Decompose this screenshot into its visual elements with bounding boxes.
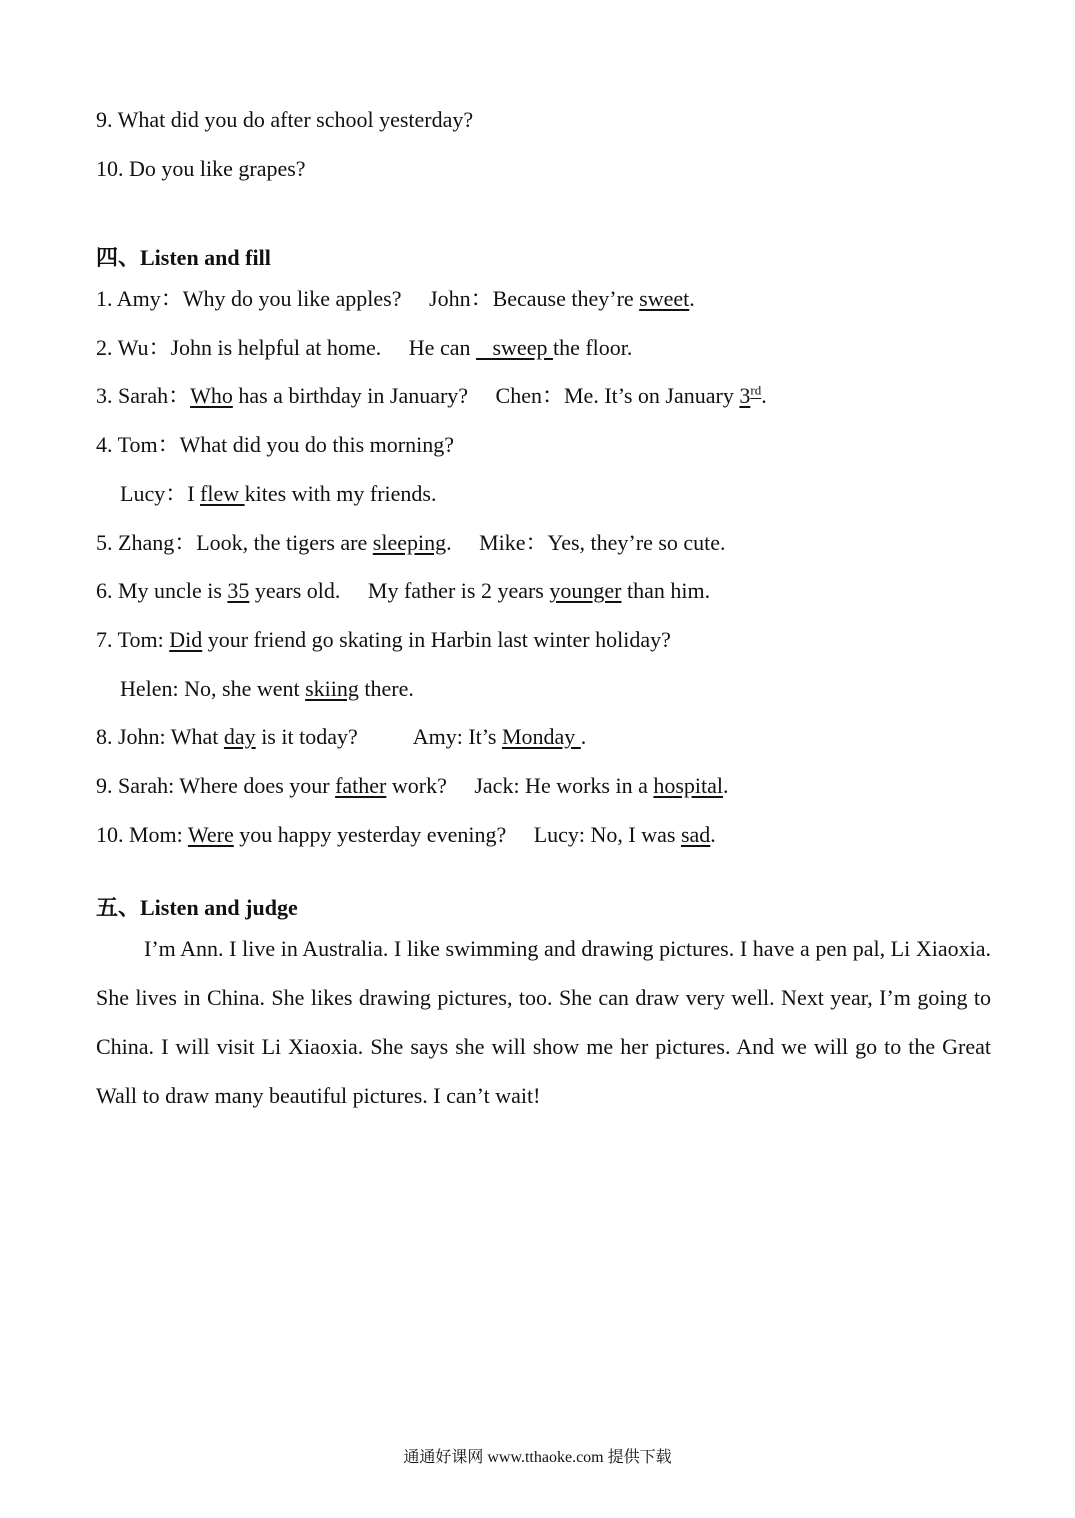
- item-text: 6. My uncle is: [96, 578, 228, 603]
- item-text: . Mike：Yes, they’re so cute.: [446, 530, 726, 555]
- answer-blank: younger: [549, 578, 622, 603]
- answer-blank: father: [335, 773, 387, 798]
- fill-item-7-answer: [120, 676, 414, 702]
- item-text: 2. Wu：John is helpful at home. He can: [96, 335, 476, 360]
- item-text: has a birthday in January? Chen：Me. It’s on January: [232, 383, 740, 408]
- item-text: .: [689, 286, 695, 311]
- item-text: 8. John: What: [96, 724, 224, 749]
- answer-blank: sad: [680, 822, 711, 847]
- answer-blank: skiing: [305, 676, 359, 701]
- item-text: years old. My father is 2 years: [249, 578, 550, 603]
- item-text: 5. Zhang：Look, the tigers are: [96, 530, 373, 555]
- fill-item-9: [96, 773, 729, 799]
- fill-item-5: [96, 530, 726, 556]
- item-text: your friend go skating in Harbin last winter holiday?: [202, 627, 671, 652]
- item-text: the floor.: [552, 335, 633, 360]
- section-4-heading: 四、Listen and fill: [96, 245, 271, 270]
- item-text: 10. Mom:: [96, 822, 188, 847]
- item-text: .: [761, 383, 767, 408]
- question-10: 10. Do you like grapes?: [96, 156, 306, 181]
- question-9: 9. What did you do after school yesterday?: [96, 107, 474, 132]
- answer-blank: sleeping: [372, 530, 447, 555]
- item-text: .: [580, 724, 587, 749]
- item-text: .: [723, 773, 729, 798]
- answer-blank: 35: [227, 578, 250, 603]
- fill-item-4-answer: [120, 481, 437, 507]
- answer-blank: Did: [169, 627, 203, 652]
- item-text: than him.: [621, 578, 711, 603]
- answer-blank: sweet: [639, 286, 690, 311]
- answer-blank: flew: [200, 481, 245, 506]
- answer-blank: sweep: [475, 335, 553, 360]
- item-text: you happy yesterday evening? Lucy: No, I was: [233, 822, 681, 847]
- answer-blank: Who: [190, 383, 233, 408]
- section-5-heading: 五、Listen and judge: [96, 895, 298, 920]
- fill-item-4: [96, 432, 454, 458]
- answer-blank: day: [223, 724, 256, 749]
- item-text: kites with my friends.: [244, 481, 437, 506]
- fill-item-8: [96, 724, 586, 750]
- item-text: is it today? Amy: It’s: [255, 724, 502, 749]
- item-text: 9. Sarah: Where does your: [96, 773, 336, 798]
- answer-blank: 3: [739, 383, 751, 408]
- fill-item-7: [96, 627, 671, 653]
- item-text: Lucy：I: [120, 481, 201, 506]
- footer-source: 通通好课网 www.tthaoke.com 提供下载: [403, 1449, 672, 1466]
- ordinal-suffix: rd: [750, 382, 762, 398]
- answer-blank: hospital: [653, 773, 724, 798]
- fill-item-3: [96, 383, 767, 409]
- fill-item-1: [96, 286, 695, 312]
- fill-item-2: [96, 335, 632, 361]
- item-text: 7. Tom:: [96, 627, 170, 652]
- item-text: .: [710, 822, 716, 847]
- item-text: work? Jack: He works in a: [386, 773, 654, 798]
- item-text: there.: [358, 676, 414, 701]
- item-text: 3. Sarah：: [96, 383, 191, 408]
- fill-item-6: [96, 578, 710, 604]
- listening-passage: I’m Ann. I live in Australia. I like swimming and drawing pictures. I have a pen pal, Li Xiaoxia. She lives in China. She likes drawing pictures, too. She can draw very well. Next year, I’m going to China. I will visit Li Xiaoxia. She says she will show me her pictures. And we will go to the Great Wall to draw many beautiful pictures. I can’t wait!: [96, 936, 991, 1108]
- item-text: 1. Amy：Why do you like apples? John：Because they’re: [96, 286, 640, 311]
- fill-item-10: [96, 822, 716, 848]
- item-text: Helen: No, she went: [120, 676, 306, 701]
- answer-blank: Monday: [501, 724, 581, 749]
- answer-blank: Were: [187, 822, 234, 847]
- item-text: 4. Tom：What did you do this morning?: [96, 432, 454, 457]
